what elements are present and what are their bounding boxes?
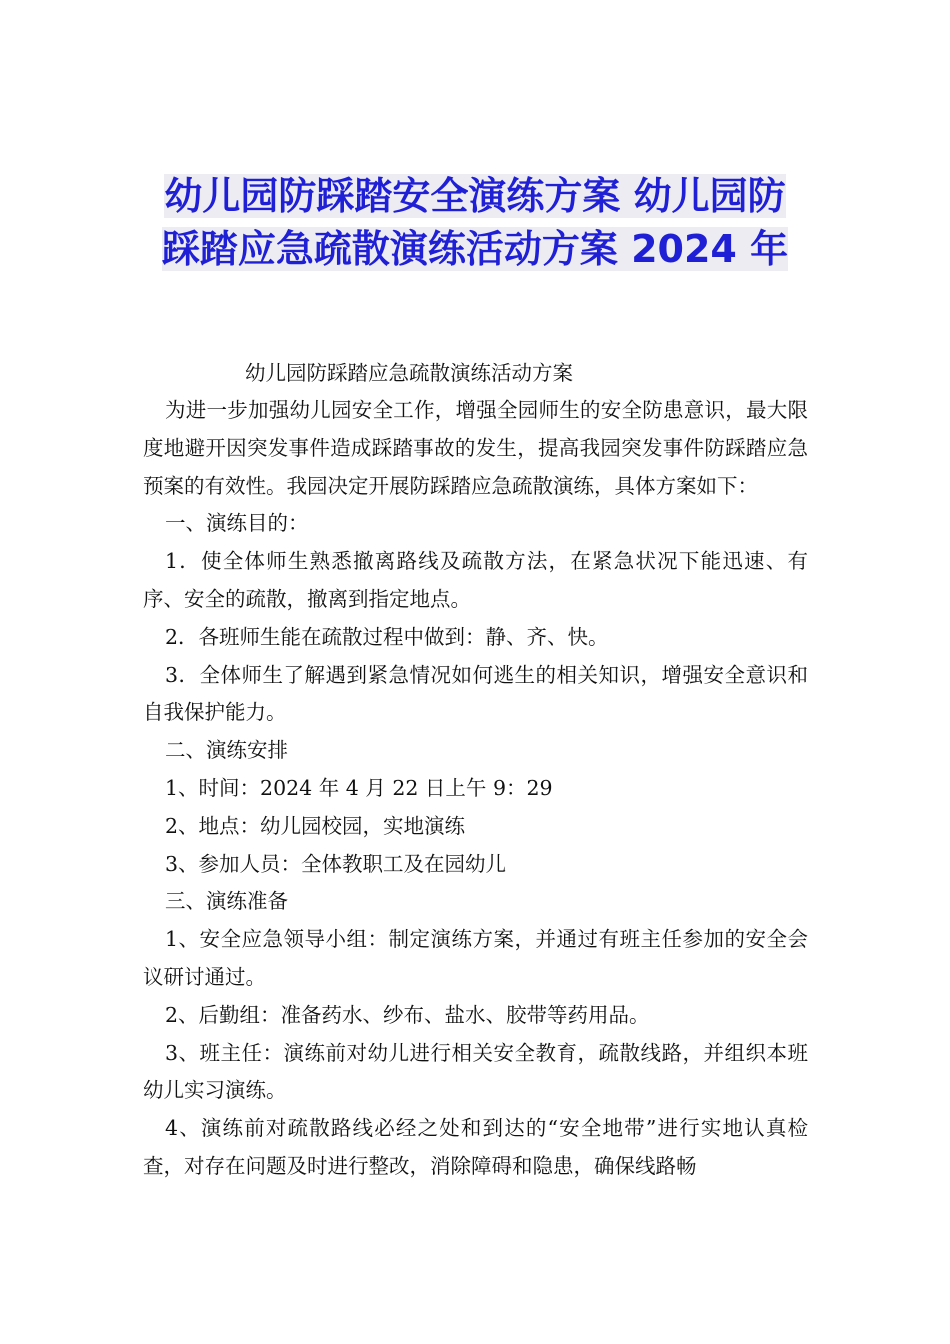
list-item: 1、时间：2024 年 4 月 22 日上午 9：29 <box>165 775 553 800</box>
list-item: 3、参加人员：全体教职工及在园幼儿 <box>165 851 507 876</box>
list-item: 2、后勤组：准备药水、纱布、盐水、胶带等药用品。 <box>165 1002 650 1027</box>
list-item: 1．使全体师生熟悉撤离路线及疏散方法，在紧急状况下能迅速、有序、安全的疏散，撤离到指定地点。 <box>143 549 808 611</box>
document-title-line-1: 幼儿园防踩踏安全演练方案 幼儿园防 <box>164 174 786 218</box>
list-item: 3．全体师生了解遇到紧急情况如何逃生的相关知识，增强安全意识和自我保护能力。 <box>143 662 808 725</box>
section-heading-preparation: 三、演练准备 <box>165 889 288 914</box>
section-heading-arrangement: 二、演练安排 <box>165 738 288 763</box>
document-subtitle: 幼儿园防踩踏应急疏散演练活动方案 <box>245 361 573 385</box>
document-title-line-2: 踩踏应急疏散演练活动方案 2024 年 <box>161 227 789 271</box>
paragraph-intro: 为进一步加强幼儿园安全工作，增强全园师生的安全防患意识，最大限度地避开因突发事件造成踩踏事故的发生，提高我园突发事件防踩踏应急预案的有效性。我园决定开展防踩踏应急疏散演练，具体方案如下： <box>143 398 808 498</box>
list-item: 1、安全应急领导小组：制定演练方案，并通过有班主任参加的安全会议研讨通过。 <box>143 927 808 989</box>
list-item: 4、演练前对疏散路线必经之处和到达的“安全地带”进行实地认真检查，对存在问题及时进行整改，消除障碍和隐患，确保线路畅 <box>143 1116 808 1178</box>
list-item: 2．各班师生能在疏散过程中做到：静、齐、快。 <box>165 624 609 649</box>
list-item: 2、地点：幼儿园校园，实地演练 <box>165 813 466 838</box>
list-item: 3、班主任：演练前对幼儿进行相关安全教育，疏散线路，并组织本班幼儿实习演练。 <box>143 1040 808 1103</box>
document-title <box>80 170 870 276</box>
section-heading-purpose: 一、演练目的： <box>165 511 309 536</box>
document-body <box>143 392 808 1186</box>
